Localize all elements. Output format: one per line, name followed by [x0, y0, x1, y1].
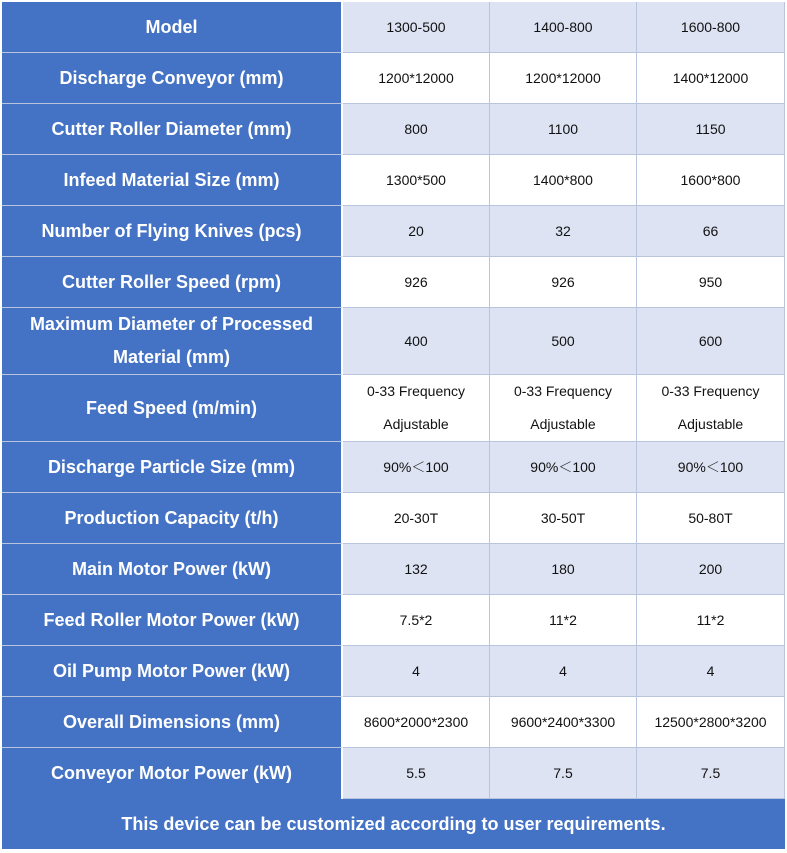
value-cell: 30-50T	[490, 493, 637, 544]
value-cell: 1150	[637, 104, 785, 155]
row-label: Cutter Roller Diameter (mm)	[2, 104, 343, 155]
value-cell: 600	[637, 308, 785, 375]
table-row	[2, 544, 785, 595]
row-label: Number of Flying Knives (pcs)	[2, 206, 343, 257]
model-cell: 1600-800	[637, 2, 785, 53]
value-cell: 90%＜100	[490, 442, 637, 493]
row-label: Feed Speed (m/min)	[2, 375, 343, 442]
value-cell: 32	[490, 206, 637, 257]
row-label: Production Capacity (t/h)	[2, 493, 343, 544]
value-cell: 20-30T	[343, 493, 490, 544]
table-row	[2, 206, 785, 257]
row-label: Discharge Particle Size (mm)	[2, 442, 343, 493]
value-cell: 7.5	[637, 748, 785, 799]
row-label: Oil Pump Motor Power (kW)	[2, 646, 343, 697]
value-cell: 4	[343, 646, 490, 697]
value-cell: 950	[637, 257, 785, 308]
value-cell: 8600*2000*2300	[343, 697, 490, 748]
value-cell: 12500*2800*3200	[637, 697, 785, 748]
value-cell: 200	[637, 544, 785, 595]
value-cell: 0-33 Frequency Adjustable	[343, 375, 490, 442]
value-cell: 132	[343, 544, 490, 595]
value-cell: 90%＜100	[637, 442, 785, 493]
row-label: Feed Roller Motor Power (kW)	[2, 595, 343, 646]
value-cell: 4	[637, 646, 785, 697]
value-cell: 1400*800	[490, 155, 637, 206]
value-cell: 7.5*2	[343, 595, 490, 646]
customization-note: This device can be customized according to user requirements.	[2, 799, 785, 849]
value-cell: 1100	[490, 104, 637, 155]
value-cell: 500	[490, 308, 637, 375]
value-cell: 1600*800	[637, 155, 785, 206]
table-row	[2, 53, 785, 104]
value-cell: 926	[490, 257, 637, 308]
table-row	[2, 748, 785, 799]
spec-table	[2, 2, 785, 799]
table-row	[2, 155, 785, 206]
value-cell: 11*2	[637, 595, 785, 646]
table-row	[2, 646, 785, 697]
model-cell: 1400-800	[490, 2, 637, 53]
value-cell: 7.5	[490, 748, 637, 799]
value-cell: 90%＜100	[343, 442, 490, 493]
value-cell: 1200*12000	[343, 53, 490, 104]
row-label: Discharge Conveyor (mm)	[2, 53, 343, 104]
table-row	[2, 308, 785, 375]
table-row	[2, 595, 785, 646]
table-row	[2, 375, 785, 442]
value-cell: 5.5	[343, 748, 490, 799]
value-cell: 20	[343, 206, 490, 257]
value-cell: 800	[343, 104, 490, 155]
value-cell: 66	[637, 206, 785, 257]
table-row	[2, 104, 785, 155]
table-row	[2, 257, 785, 308]
value-cell: 400	[343, 308, 490, 375]
value-cell: 4	[490, 646, 637, 697]
value-cell: 180	[490, 544, 637, 595]
row-label: Main Motor Power (kW)	[2, 544, 343, 595]
model-cell: 1300-500	[343, 2, 490, 53]
row-label: Model	[2, 2, 343, 53]
row-label: Maximum Diameter of Processed Material (mm)	[2, 308, 343, 375]
row-label: Infeed Material Size (mm)	[2, 155, 343, 206]
value-cell: 11*2	[490, 595, 637, 646]
table-row	[2, 442, 785, 493]
value-cell: 1300*500	[343, 155, 490, 206]
value-cell: 50-80T	[637, 493, 785, 544]
table-row	[2, 697, 785, 748]
value-cell: 0-33 Frequency Adjustable	[490, 375, 637, 442]
value-cell: 9600*2400*3300	[490, 697, 637, 748]
row-label: Cutter Roller Speed (rpm)	[2, 257, 343, 308]
value-cell: 1200*12000	[490, 53, 637, 104]
table-row	[2, 493, 785, 544]
row-label: Overall Dimensions (mm)	[2, 697, 343, 748]
value-cell: 926	[343, 257, 490, 308]
value-cell: 1400*12000	[637, 53, 785, 104]
row-label: Conveyor Motor Power (kW)	[2, 748, 343, 799]
value-cell: 0-33 Frequency Adjustable	[637, 375, 785, 442]
table-row-model	[2, 2, 785, 53]
